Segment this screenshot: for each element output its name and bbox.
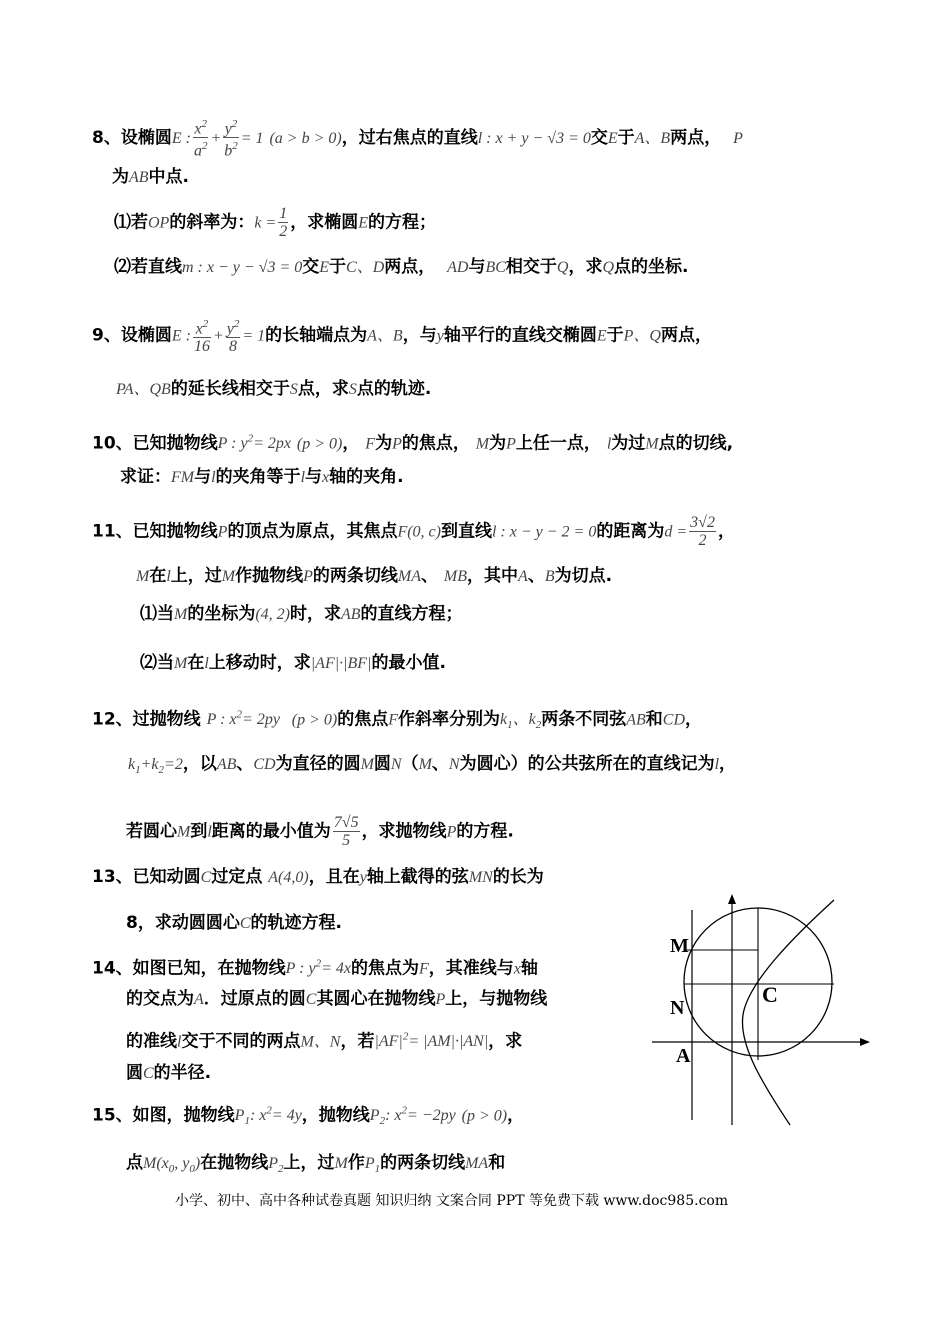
fraction-y2-b2: $\frac{y^2}{b^2}$ xyxy=(224,118,238,160)
fraction-y2-8: $\frac{y^2}{8}$ xyxy=(226,318,240,356)
problem-13-line-2: 8，求动圆圆心C的轨迹方程. xyxy=(126,913,342,933)
problem-11-line-1: 11、已知抛物线P的顶点为原点，其焦点F(0, c)到直线l : x − y − 2 = 0的距离为d = $\frac{3√2}{2}$ ， xyxy=(92,514,735,549)
label-n: N xyxy=(670,997,685,1019)
problem-11-sub-1: ⑴当M的坐标为(4, 2)时，求AB的直线方程； xyxy=(140,604,463,624)
problem-10-line-1: 10、已知抛物线P : $y^2= 2px$ (p > 0)， F为P的焦点， M为P上任一点， l为过M点的切线, xyxy=(92,433,734,454)
problem-11-sub-2: ⑵当M在l上移动时，求|AF|·|BF|的最小值. xyxy=(140,653,446,673)
fraction-one-half: $\frac{1}{2}$ xyxy=(279,205,288,240)
fraction-3sqrt2-2: $\frac{3√2}{2}$ xyxy=(690,514,715,549)
problem-14-line-2: 的交点为A．过原点的圆C其圆心在抛物线P上，与抛物线 xyxy=(126,989,548,1009)
problem-12-line-2: $k_1+k_2=2$，以AB、CD为直径的圆M圆N（M、N为圆心）的公共弦所在的直线记为l， xyxy=(128,754,737,777)
problem-8-line-2: 为AB中点. xyxy=(112,167,190,187)
problem-10-line-2: 求证：FM与l的夹角等于l与x轴的夹角. xyxy=(120,467,404,487)
problem-9-line-1: 9、设椭圆E : $\frac{x^2}{16}$ + $\frac{y^2}{8}$ = 1的长轴端点为A、B，与y轴平行的直线交椭圆E于P、Q两点， xyxy=(92,318,712,356)
problem-14-line-3: 的准线l交于不同的两点M、N，若$|AF|^2= |AM|\cdot|AN|$，求 xyxy=(126,1031,523,1052)
label-a: A xyxy=(676,1045,691,1067)
problem-15-line-2: 点$M(x_0$, $y_0$)在抛物线$P_2$上，过M作$P_1$的两条切线MA和 xyxy=(126,1153,506,1176)
problem-12-line-3: 若圆心M到l距离的最小值为 $\frac{7√5}{5}$ ，求抛物线P的方程. xyxy=(126,814,514,849)
fraction-x2-16: $\frac{x^2}{16}$ xyxy=(193,318,210,356)
label-c: C xyxy=(762,982,778,1007)
label-m: M xyxy=(670,935,689,957)
fraction-x2-a2: $\frac{x^2}{a^2}$ xyxy=(193,118,208,160)
fraction-7sqrt5-5: $\frac{7√5}{5}$ xyxy=(333,814,359,849)
parabola-curve xyxy=(742,900,834,1125)
problem-14-line-4: 圆C的半径. xyxy=(126,1063,212,1083)
problem-8-sub-1: ⑴若OP的斜率为：k = $\frac{1}{2}$ ，求椭圆E的方程； xyxy=(114,205,437,240)
problem-8-line-1: 8、设椭圆E : $\frac{x^2}{a^2}$ + $\frac{y^2}{b^2}$ = 1 (a > b > 0)，过右焦点的直线l : x + y − √3 = 0交E于A、B两点， P xyxy=(92,118,743,160)
problem-12-line-1: 12、过抛物线 P : $x^2= 2py$ (p > 0)的焦点F作斜率分别为$k_1$、$k_2$两条不同弦AB和CD， xyxy=(92,709,703,732)
problem-14-line-1: 14、如图已知，在抛物线P : $y^2= 4x$的焦点为F，其准线与x轴 xyxy=(92,958,538,979)
problem-15-line-1: 15、如图，抛物线$P_1$: $x^2= 4y$，抛物线$P_2$: $x^2= -2py$ (p > 0)， xyxy=(92,1105,525,1128)
y-axis-arrow-icon xyxy=(728,894,736,904)
parabola-circle-figure xyxy=(640,880,880,1130)
problem-8-sub-2: ⑵若直线m : x − y − √3 = 0交E于C、D两点， AD与BC相交于Q，求Q点的坐标. xyxy=(114,257,689,277)
page-footer: 小学、初中、高中各种试卷真题 知识归纳 文案合同 PPT 等免费下载 www.doc985.com xyxy=(175,1193,729,1209)
problem-9-line-2: PA、QB的延长线相交于S点，求S点的轨迹. xyxy=(116,379,432,399)
x-axis-arrow-icon xyxy=(860,1038,870,1046)
problem-13-line-1: 13、已知动圆C过定点 A(4,0)，且在y轴上截得的弦MN的长为 xyxy=(92,867,544,887)
problem-11-line-2: M在l上，过M作抛物线P的两条切线MA、 MB，其中A、B为切点. xyxy=(136,566,613,586)
